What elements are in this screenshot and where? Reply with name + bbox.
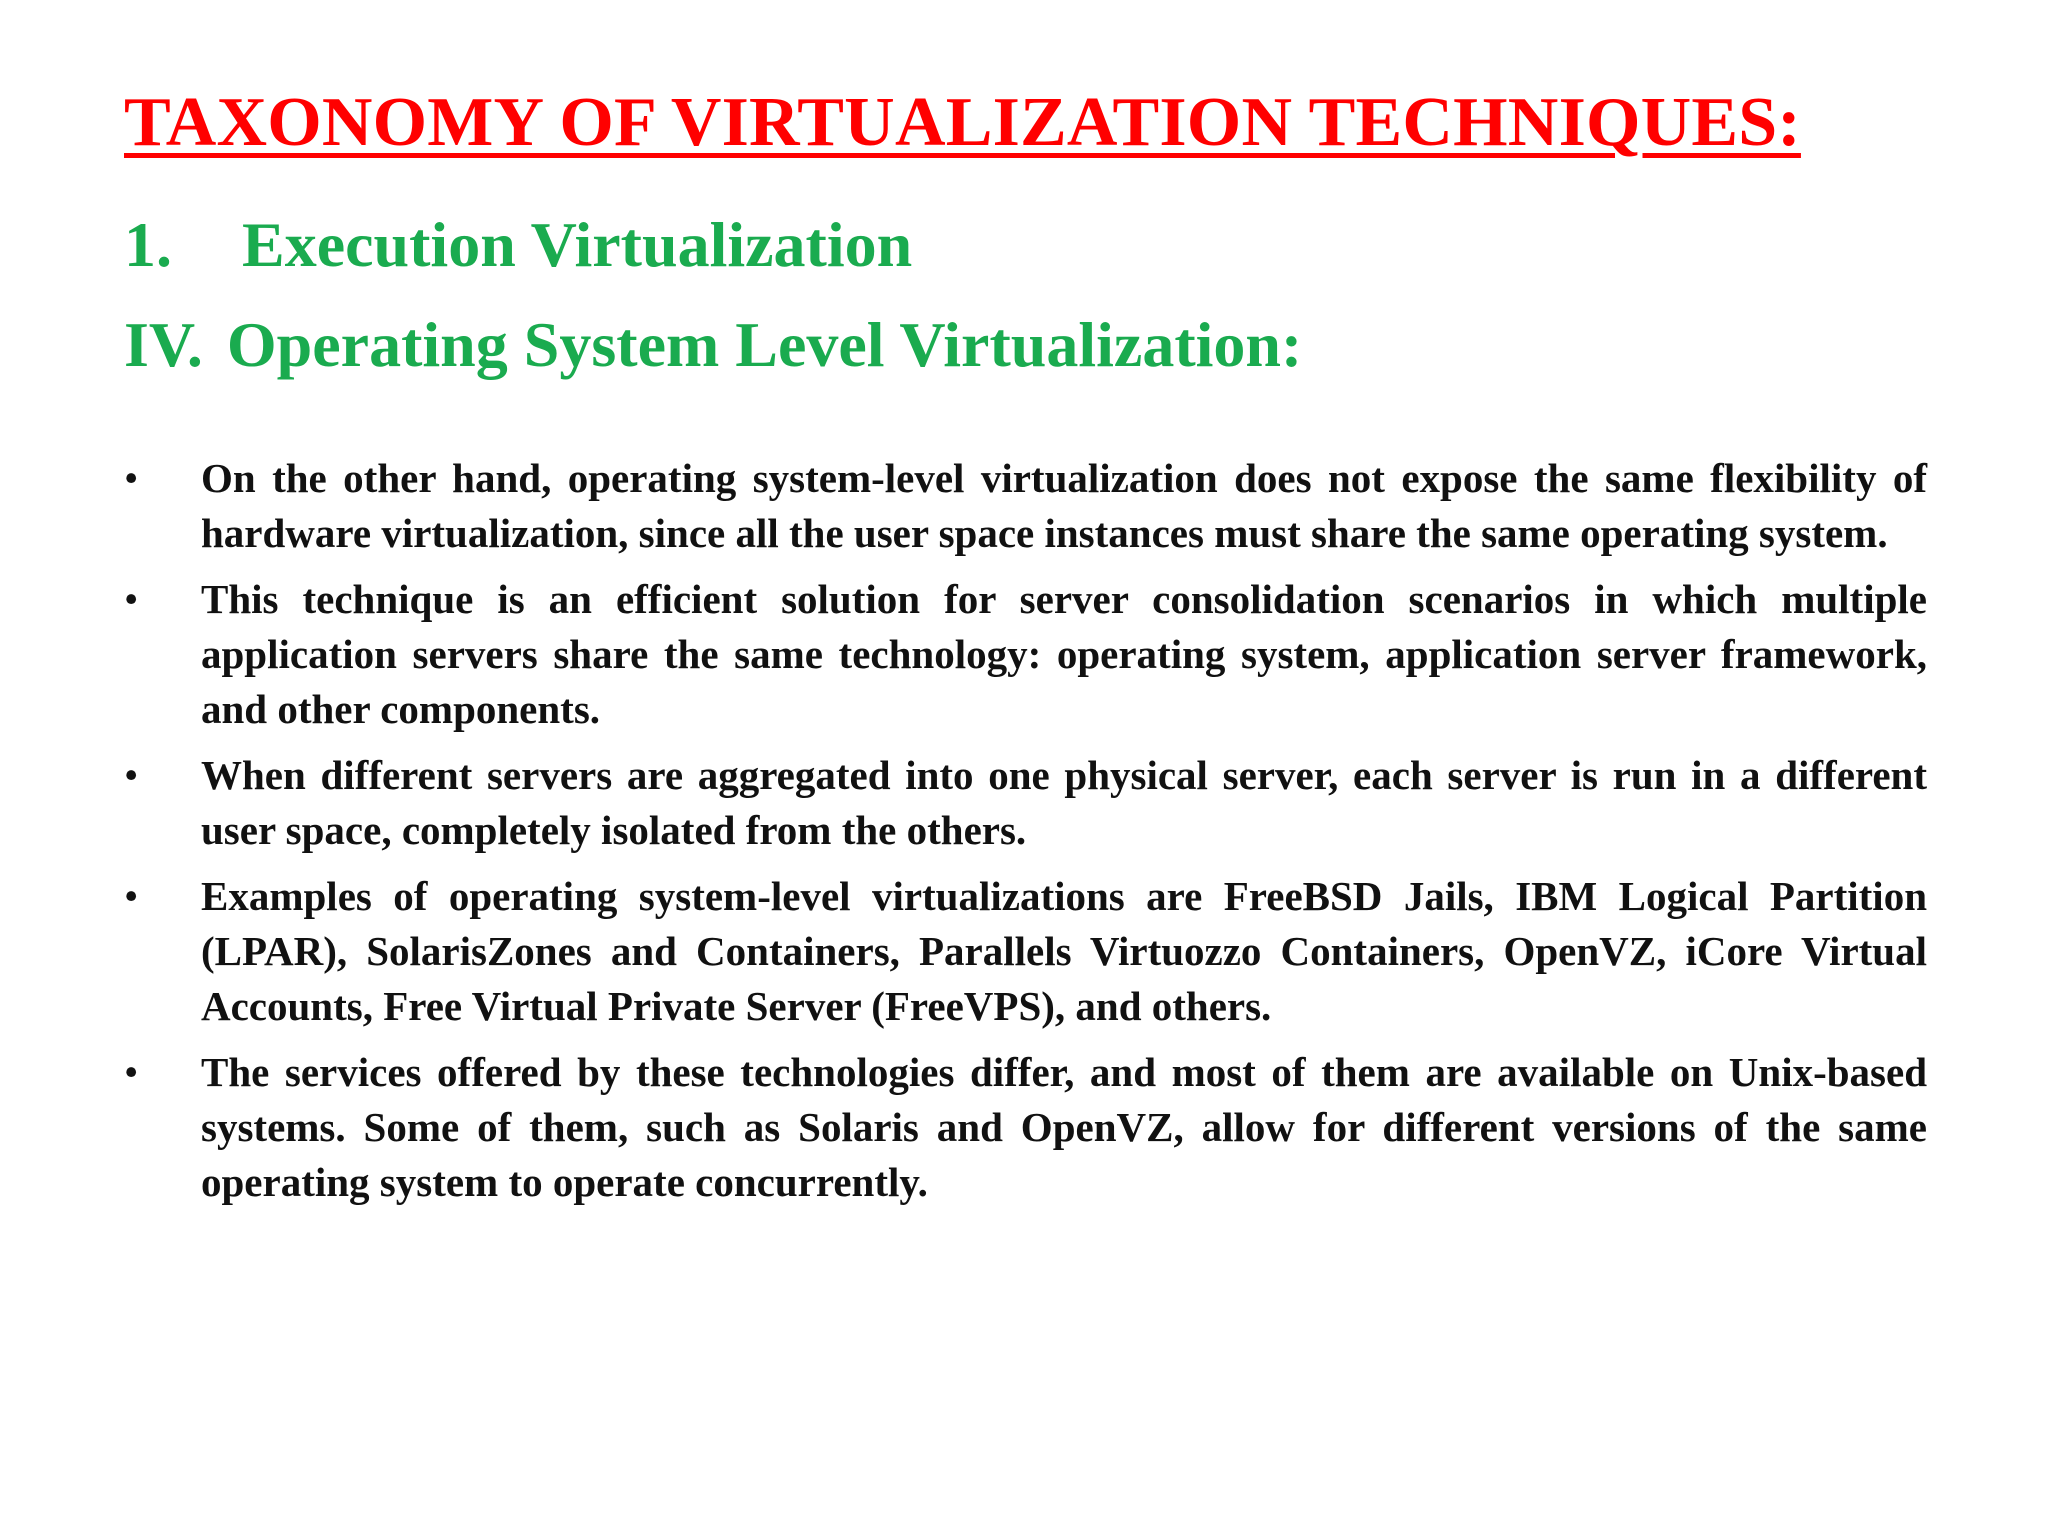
bullet-icon: • xyxy=(124,455,139,501)
bullet-text: This technique is an efficient solution for server consolidation scenarios in which multiple application servers share the same technology: operating system, application server framework, and other components. xyxy=(201,576,1927,732)
bullet-item xyxy=(124,1045,1927,1210)
bullet-item xyxy=(124,451,1927,561)
bullet-item xyxy=(124,869,1927,1034)
bullet-list xyxy=(124,451,1927,1221)
subheading-number: 1. xyxy=(124,209,172,280)
subheading-text: Operating System Level Virtualization: xyxy=(226,309,1303,380)
subheading-execution-virtualization xyxy=(124,205,912,285)
subheading-text: Execution Virtualization xyxy=(242,209,913,280)
slide-title: TAXONOMY OF VIRTUALIZATION TECHNIQUES: xyxy=(124,84,1801,161)
bullet-icon: • xyxy=(124,752,139,798)
bullet-text: The services offered by these technologies differ, and most of them are available on Unix-based systems. Some of them, such as Solaris and OpenVZ, allow for different versions of the same operating system to operate concurrently. xyxy=(201,1049,1927,1205)
bullet-text: Examples of operating system-level virtualizations are FreeBSD Jails, IBM Logical Partition (LPAR), SolarisZones and Containers, Parallels Virtuozzo Containers, OpenVZ, iCore Virtual Accounts, Free Virtual Private Server (FreeVPS), and others. xyxy=(201,873,1927,1029)
bullet-item xyxy=(124,748,1927,858)
bullet-item xyxy=(124,572,1927,737)
bullet-icon: • xyxy=(124,873,139,919)
bullet-icon: • xyxy=(124,576,139,622)
bullet-text: On the other hand, operating system-level virtualization does not expose the same flexibility of hardware virtualization, since all the user space instances must share the same operating system. xyxy=(201,455,1927,556)
subheading-os-level-virtualization xyxy=(124,305,1302,385)
subheading-number: IV. xyxy=(124,309,203,380)
bullet-text: When different servers are aggregated into one physical server, each server is run in a different user space, completely isolated from the others. xyxy=(201,752,1927,853)
bullet-icon: • xyxy=(124,1049,139,1095)
